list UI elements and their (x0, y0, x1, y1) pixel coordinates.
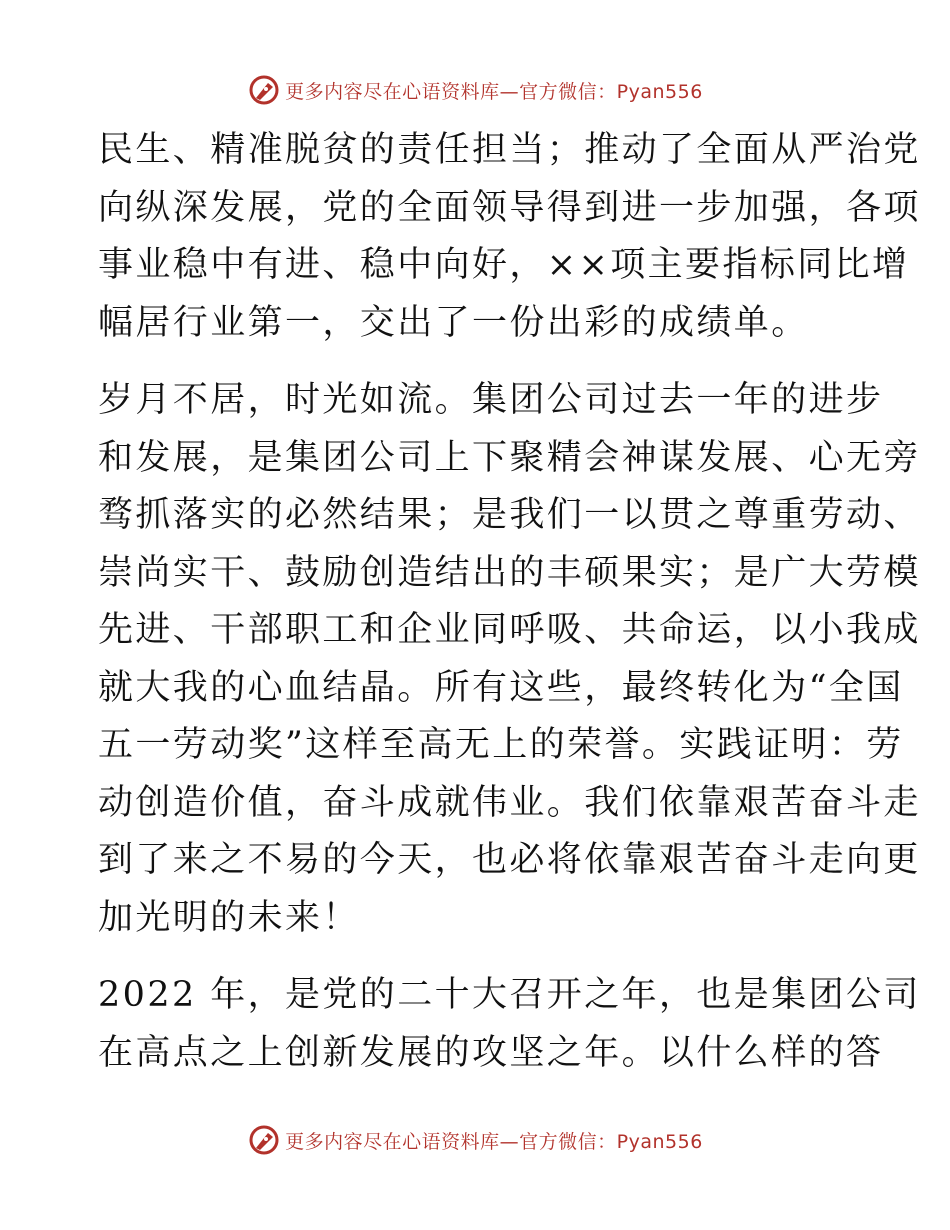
text-line: 五一劳动奖”这样至高无上的荣誉。实践证明：劳 (98, 725, 904, 765)
text-line: 骛抓落实的必然结果；是我们一以贯之尊重劳动、 (98, 495, 921, 535)
header-watermark (0, 70, 950, 110)
paragraph (98, 967, 921, 1082)
text-line: 幅居行业第一，交出了一份出彩的成绩单。 (98, 302, 809, 343)
pen-nib-circle-icon (247, 1123, 281, 1157)
watermark-text: 更多内容尽在心语资料库—官方微信：Pyan556 (285, 1130, 703, 1153)
text-line: 岁月不居，时光如流。集团公司过去一年的进步 (98, 380, 884, 420)
text-line: 加光明的未来！ (98, 897, 360, 938)
text-line: 和发展，是集团公司上下聚精会神谋发展、心无旁 (98, 437, 921, 478)
paragraph (98, 372, 921, 947)
text-line: 民生、精准脱贫的责任担当；推动了全面从严治党 (98, 130, 921, 170)
text-line: 在高点之上创新发展的攻坚之年。以什么样的答 (98, 1032, 884, 1073)
text-line: 崇尚实干、鼓励创造结出的丰硕果实；是广大劳模 (98, 552, 921, 593)
text-line: 先进、干部职工和企业同呼吸、共命运，以小我成 (98, 610, 921, 650)
watermark-text: 更多内容尽在心语资料库—官方微信：Pyan556 (285, 80, 703, 103)
text-line: 就大我的心血结晶。所有这些，最终转化为“全国 (98, 667, 904, 708)
text-line: 事业稳中有进、稳中向好，××项主要指标同比增 (98, 245, 910, 285)
text-line: 动创造价值，奋斗成就伟业。我们依靠艰苦奋斗走 (98, 782, 921, 823)
text-line: 到了来之不易的今天，也必将依靠艰苦奋斗走向更 (98, 840, 921, 880)
text-line: 向纵深发展，党的全面领导得到进一步加强，各项 (98, 187, 921, 228)
text-line: 2022 年，是党的二十大召开之年，也是集团公司 (98, 975, 921, 1015)
footer-watermark (0, 1120, 950, 1160)
paragraph (98, 122, 921, 352)
document-body (98, 122, 921, 1082)
pen-nib-circle-icon (247, 73, 281, 107)
